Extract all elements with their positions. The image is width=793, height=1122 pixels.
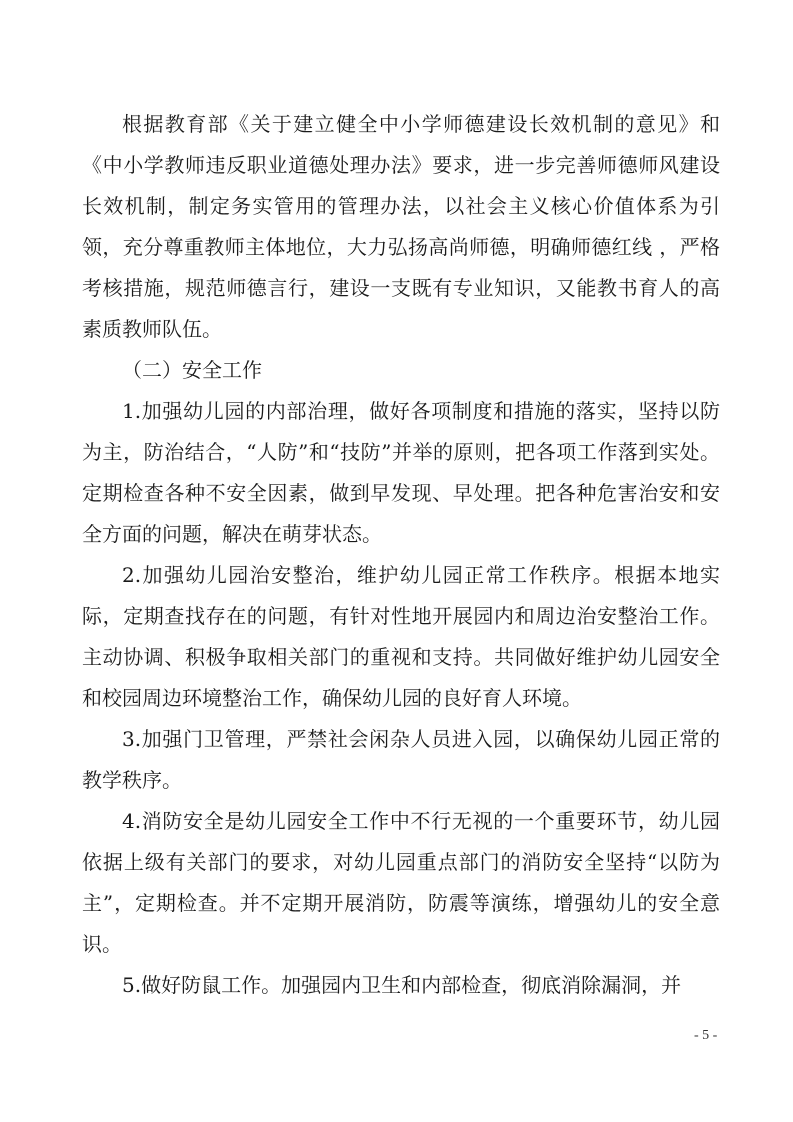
document-body: [82, 104, 720, 1006]
paragraph-safety-item-4: 4.消防安全是幼儿园安全工作中不行无视的一个重要环节，幼儿园依据上级有关部门的要求，对幼儿园重点部门的消防安全坚持“以防为主”，定期检查。并不定期开展消防，防震等演练，增强幼儿的安全意识。: [82, 809, 720, 956]
paragraph-safety-item-5: 5.做好防鼠工作。加强园内卫生和内部检查，彻底消除漏洞，并: [122, 973, 682, 997]
page-number: - 5 -: [694, 1028, 718, 1043]
paragraph-safety-item-2: 2.加强幼儿园治安整治，维护幼儿园正常工作秩序。根据本地实际，定期查找存在的问题，有针对性地开展园内和周边治安整治工作。主动协调、积极争取相关部门的重视和支持。共同做好维护幼儿园安全和校园周边环境整治工作，确保幼儿园的良好育人环境。: [82, 563, 720, 710]
paragraph-safety-item-3: 3.加强门卫管理，严禁社会闲杂人员进入园，以确保幼儿园正常的教学秩序。: [82, 727, 720, 792]
section-heading-safety-work: （二）安全工作: [122, 358, 262, 382]
paragraph-safety-item-1: 1.加强幼儿园的内部治理，做好各项制度和措施的落实，坚持以防为主，防治结合，“人防”和“技防”并举的原则，把各项工作落到实处。定期检查各种不安全因素，做到早发现、早处理。把各种危害治安和安全方面的问题，解决在萌芽状态。: [82, 399, 720, 546]
paragraph-teacher-ethics: 根据教育部《关于建立健全中小学师德建设长效机制的意见》和《中小学教师违反职业道德处理办法》要求，进一步完善师德师风建设长效机制，制定务实管用的管理办法，以社会主义核心价值体系为引领，充分尊重教师主体地位，大力弘扬高尚师德，明确师德红线 ，严格考核措施，规范师德言行，建设一支既有专业知识，又能教书育人的高素质教师队伍。: [82, 112, 720, 341]
